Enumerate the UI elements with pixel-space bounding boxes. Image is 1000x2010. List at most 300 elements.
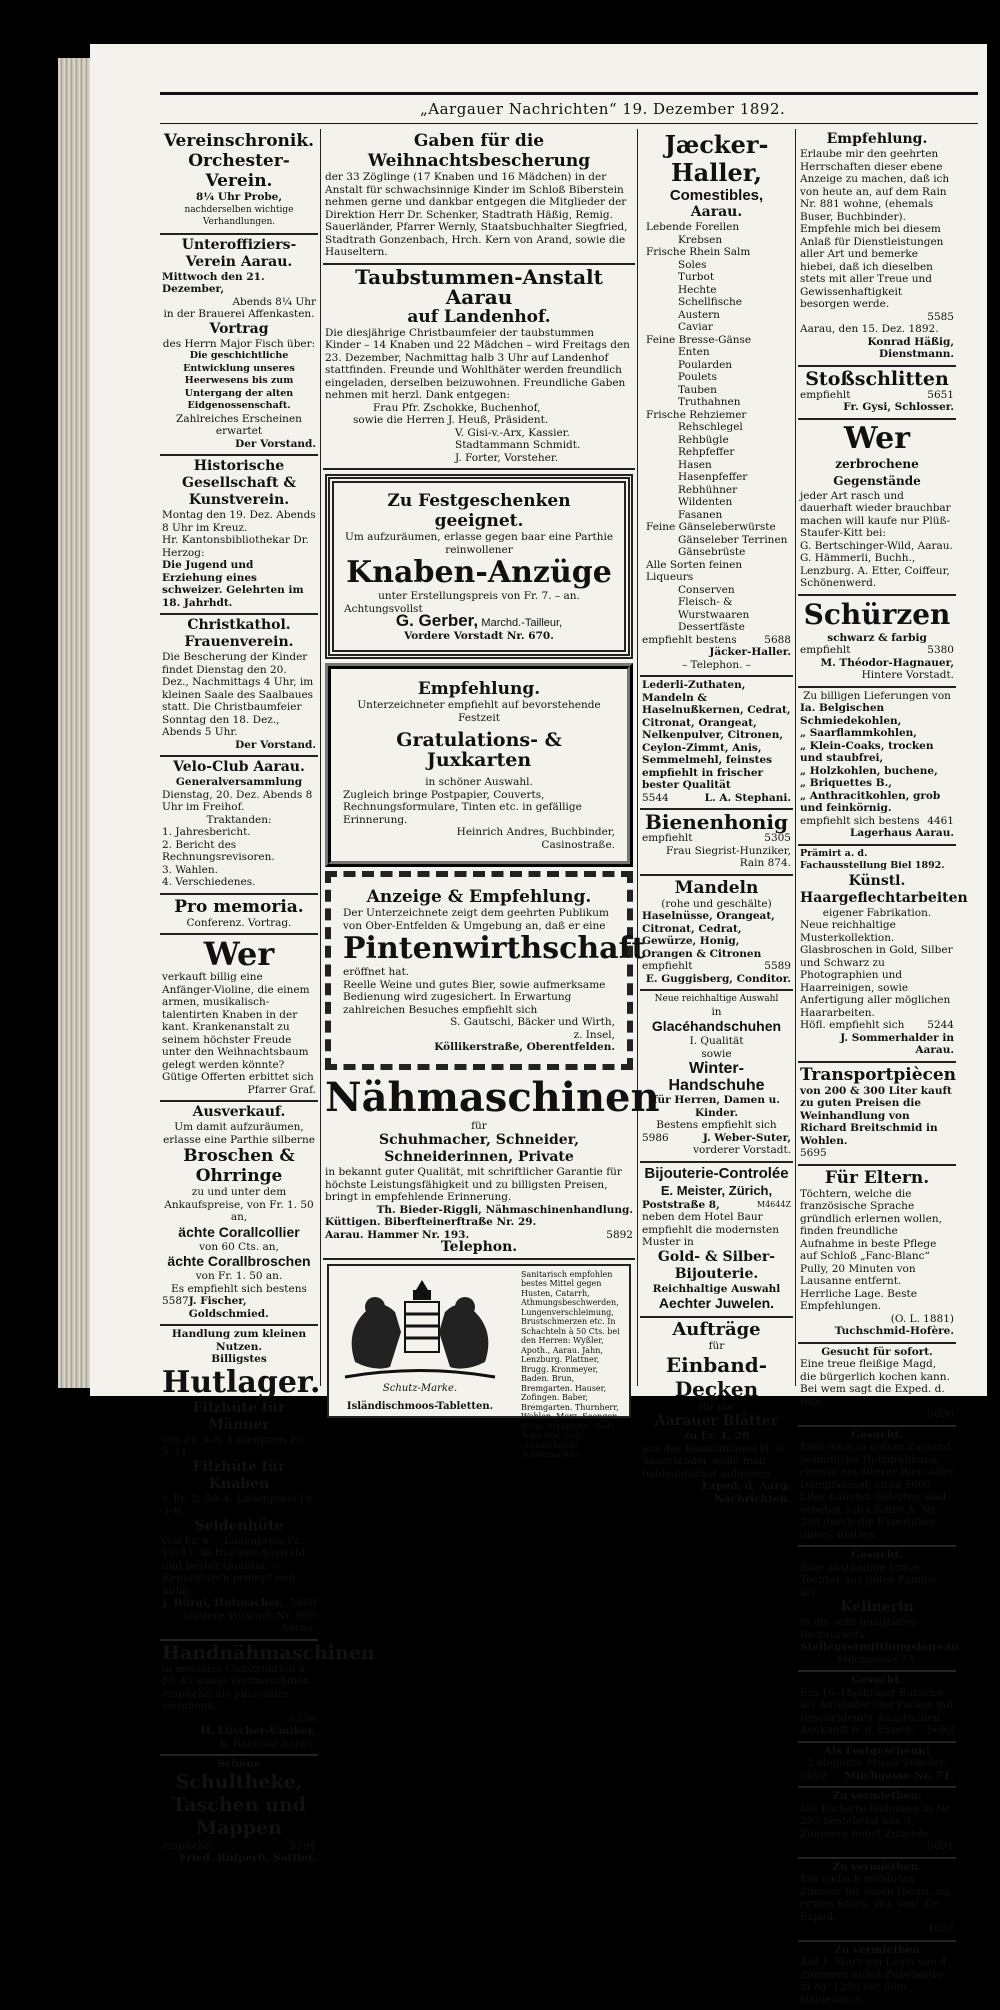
ad-number: 5986 <box>642 1132 669 1145</box>
ad-stephani <box>640 677 793 810</box>
product-item: Feine Gänseleberwürste <box>642 521 791 534</box>
ad-text: Hr. Kantonsbibliothekar Dr. Herzog: <box>162 534 316 559</box>
ad-title: Wer <box>800 422 954 456</box>
ad-text: Prämirt a. d. Fachausstellung Biel 1892. <box>800 848 954 873</box>
ad-signature: Tuchschmid-Hofère. <box>800 1325 954 1338</box>
ad-andres <box>325 663 633 867</box>
ad-title: Schultheke, Taschen und Mappen <box>162 1771 316 1840</box>
header-rule-lower <box>160 123 978 124</box>
ad-text: Eine noch in gutem Zustand befindliche Holzdrehbank; ebenso ein älterer Bier- oder Dampfkessel, circa 5000 Liter haltend. Offerten sind erbeten sub Chiffre A. Nr. 200 durch die Expedition dieses Blattes. <box>800 1441 954 1541</box>
ad-title: Taubstummen-Anstalt Aarau <box>325 267 633 307</box>
ad-address: Vordere Vorstadt Nr. 670. <box>344 630 614 643</box>
product-item: Truthahnen <box>642 396 791 409</box>
ad-title: Velo-Club Aarau. <box>162 759 316 776</box>
product-item: Schellfische <box>642 296 791 309</box>
list-item: 4. Verschiedenes. <box>162 876 316 889</box>
ad-gesucht-kellnerin <box>798 1547 956 1672</box>
ad-text: Es empfiehlt sich bestens <box>162 1283 316 1296</box>
ad-text: nachderselben wichtige Verhandlungen. <box>162 204 316 229</box>
ad-gautschi <box>325 871 633 1070</box>
ad-islaendisch <box>327 1264 631 1418</box>
ad-velo <box>160 757 318 895</box>
ad-signature: Frau Pfr. Zschokke, Buchenhof, <box>325 402 633 415</box>
column-divider <box>795 129 796 1386</box>
ad-text: v. Fr. 2. 50–4. Ladenpreis Fr. 3–6. <box>162 1493 316 1518</box>
ad-haessig <box>798 129 956 367</box>
list-item: „ Holzkohlen, buchene, <box>800 765 954 778</box>
product-list <box>642 221 791 634</box>
ad-text: Die geschichtliche Entwicklung unseres Heerwesens bis zum Untergang der alten Eidgenossenschaft. <box>162 350 316 413</box>
ad-title: Als Festgeschenk! <box>800 1745 954 1758</box>
product-item: Rehbügle <box>642 434 791 447</box>
ad-subtitle: Vortrag <box>162 321 316 338</box>
ad-title: Empfehlung. <box>343 679 615 699</box>
ad-signature: G. Gerber, <box>396 611 478 630</box>
ad-taubstummen <box>323 265 635 471</box>
ad-text: zu und unter dem Ankaufspreise, von Fr. 1. 50 an, <box>162 1186 316 1224</box>
ad-wer <box>160 935 318 1102</box>
product-item: Hechte <box>642 284 791 297</box>
ad-text: Reichhaltige Auswahl <box>642 1283 791 1296</box>
ad-vereinschronik <box>160 129 318 235</box>
ad-headline: Knaben-Anzüge <box>344 556 614 590</box>
ad-weber <box>640 991 793 1163</box>
ad-number: 5688 <box>764 634 791 647</box>
ad-subtitle: Broschen & Ohrringe <box>162 1146 316 1186</box>
ad-title: Handnähmaschinen <box>162 1643 316 1663</box>
product-item: Hasen <box>642 459 791 472</box>
ad-text: Die diesjährige Christbaumfeier der taubstummen Kinder – 14 Knaben und 22 Mädchen – wird Freitags den 23. Dezember, Nachmittag halb 3 Uhr auf Landenhof stattfinden. Freunde und Wohlthäter werden freundlich eingeladen, derselben beizuwohnen. Freundliche Gaben nehmen mit herzl. Dank entgegen: <box>325 327 633 402</box>
ad-number: 5892 <box>606 1229 633 1242</box>
ad-text: zu Fr. 1. 20 <box>642 1430 791 1443</box>
ad-number: 5696 <box>800 1408 954 1421</box>
ad-text: für <box>325 1120 633 1133</box>
ad-text: für Herren, Damen u. Kinder. <box>642 1094 791 1119</box>
ad-footer <box>642 792 791 805</box>
ad-title: Historische Gesellschaft & Kunstverein. <box>162 458 316 509</box>
product-item: Rebhühner <box>642 484 791 497</box>
ad-text: Reelle Weine und gutes Bier, sowie aufmerksame Bedienung wird zugesichert. In Erwartung zahlreichen Besuches empfiehlt sich <box>343 979 615 1017</box>
ad-naehmaschinen-hand <box>160 1641 318 1757</box>
ad-address: vorderer Vorstadt. <box>642 1144 791 1157</box>
ad-signature: Fried. Rüfperli, Sattler. <box>162 1852 316 1865</box>
list-item: Ia. Belgischen Schmiedekohlen, <box>800 702 954 727</box>
ad-footer <box>800 1724 954 1737</box>
ad-text: Handlung zum kleinen Nutzen. <box>162 1328 316 1353</box>
ad-text: schwarz & farbig <box>800 632 954 645</box>
ad-text: Bestens empfiehlt sich <box>642 1119 791 1132</box>
ad-subtitle: Comestibles, <box>642 187 791 204</box>
ad-text: in ein sehr gangbares Restaurants. <box>800 1616 954 1641</box>
column-2 <box>323 129 635 1386</box>
ad-text: Achtungsvollst <box>344 603 614 616</box>
ad-headline: Pintenwirthschaft <box>343 932 615 966</box>
product-item: Fleisch- & Wurstwaaren <box>642 596 791 621</box>
ad-vermieten-3 <box>798 1942 956 2010</box>
ad-footer <box>642 1132 791 1145</box>
ad-title: Wer <box>162 937 316 971</box>
ad-footer <box>800 815 954 828</box>
ad-title: Pro memoria. <box>162 897 316 917</box>
list-item: „ Briquettes B., <box>800 777 954 790</box>
ad-signature: Der Vorstand. <box>162 438 316 451</box>
ad-signature: Stellenvermittlungsbureau <box>800 1641 954 1654</box>
ad-text: Erlaube mir den geehrten Herrschaften dieser ebene Anzeige zu machen, daß ich von heute an, auf dem Rain Nr. 881 wohne, (ehemals Buser, Buchbinder). Empfehle mich bei diesem Anlaß für Dienstleistungen aller Art und bemerke hiebei, daß ich dieselben stets mit aller Treue und Gewissenhaftigkeit besorgen werde. <box>800 148 954 311</box>
ad-gerber <box>325 474 633 659</box>
lion-coat-of-arms-icon <box>335 1272 505 1392</box>
ad-honig <box>640 810 793 876</box>
ad-transport <box>798 1063 956 1166</box>
ad-headline: Aechter Juwelen. <box>642 1295 791 1312</box>
ad-subtitle: zerbrochene Gegenstände <box>800 456 954 490</box>
ad-title: Zu Festgeschenken geeignet. <box>344 491 614 531</box>
ad-signature: Pfarrer Graf. <box>162 1084 316 1097</box>
ad-text: Töchtern, welche die französische Sprache gründlich erlernen wollen, finden freundliche Aufnahme in beste Pflege auf Schloß „Fanc-Blanc“ Pully, 20 Minuten von Lausanne entfernt. Herrliche Lage. Beste Empfehlungen. <box>800 1188 954 1313</box>
ad-title: Mandeln <box>642 878 791 898</box>
ad-subtitle: auf Landenhof. <box>325 307 633 327</box>
ad-address: vordere Vorstadt Nr. 900 Aarau. <box>162 1610 316 1635</box>
ad-text: von Fr. 6. – Ladenpreis Fr. 10–11. In frischer Auswahl und bester Qualität. – Reparaturen prompt und billig. <box>162 1535 316 1598</box>
ad-text: empfiehlt <box>162 1840 212 1853</box>
ad-address: Poststraße 8, <box>642 1199 720 1212</box>
ad-text: unter Erstellungspreis von Fr. 7. – an. <box>344 590 614 603</box>
product-item: Enten <box>642 346 791 359</box>
ad-address: Küttigen. Biberfteinerftraße Nr. 29. <box>325 1216 633 1229</box>
ad-number: 5594 <box>289 1840 316 1853</box>
ad-text: Auskunft b. d. Exped. <box>800 1724 914 1737</box>
ad-signature: L. A. Stephani. <box>705 792 791 805</box>
ad-historisch <box>160 456 318 615</box>
ad-text: Conferenz. Vortrag. <box>162 917 316 930</box>
ad-signature: Der Vorstand. <box>162 739 316 752</box>
ad-text: Neue reichhaltige Auswahl <box>642 993 791 1006</box>
ad-ausverkauf <box>160 1102 318 1326</box>
ad-text: in neuester Construktion à Fr. 45 sowie Tretmaschinen empfiehlt als passendes Geschenk. <box>162 1663 316 1713</box>
ad-title: Stoßschlitten <box>800 369 954 389</box>
product-item: Gänseleber Terrinen <box>642 534 791 547</box>
ad-schultheke <box>160 1756 318 1869</box>
ad-text: Gütige Offerten erbittet sich <box>162 1071 316 1084</box>
ad-text: neben dem Hotel Baur empfiehlt die modernsten Muster in <box>642 1211 791 1249</box>
list-item: „ Saarflammkohlen, <box>800 727 954 740</box>
ad-text: Höfl. empfiehlt sich <box>800 1019 904 1032</box>
ad-memoria <box>160 895 318 936</box>
ad-subtitle: Filzhüte für Knaben <box>162 1459 316 1493</box>
ad-text: sowie <box>642 1048 791 1061</box>
ad-signature: Stadtammann Schmidt. <box>325 439 633 452</box>
ad-number: 5589 <box>764 960 791 973</box>
ad-title: Unteroffiziers-Verein Aarau. <box>162 237 316 271</box>
ad-signature: Fr. Gysi, Schlosser. <box>800 401 954 414</box>
product-item: Caviar <box>642 321 791 334</box>
list-item: 2. Bericht des Rechnungsrevisoren. <box>162 839 316 864</box>
ad-title: Empfehlung. <box>800 131 954 148</box>
ad-signature: Lagerhaus Aarau. <box>800 827 954 840</box>
ad-text: empfiehlt <box>642 832 692 845</box>
ad-title: Zu vermiethen <box>800 1944 954 1957</box>
ad-footer <box>162 1713 316 1726</box>
ad-headline: Gold- & Silber-Bijouterie. <box>642 1249 791 1283</box>
ad-text: Auf 1. März ein Logis von 4 Zimmern nebst Zubehörde in Nr. 1299 vor dem Haldenthor. <box>800 1956 954 2006</box>
ad-text: von 60 Cts. an, <box>162 1241 316 1254</box>
ad-footer <box>642 960 791 973</box>
ad-headline: Kellnerin <box>800 1599 954 1616</box>
ad-text: Zahlreiches Erscheinen erwartet <box>162 413 316 438</box>
ad-signature: H. Lüscher-Umiker, <box>162 1725 316 1738</box>
ad-text: in der Brauerei Affenkasten. <box>162 308 316 321</box>
ad-footer <box>162 1295 316 1320</box>
product-item: Gänsebrüste <box>642 546 791 559</box>
ad-text: eröffnet hat. <box>343 966 615 979</box>
ad-address: Hintere Vorstadt. <box>800 669 954 682</box>
ad-footer <box>162 1597 316 1610</box>
ad-footer <box>800 644 954 657</box>
ad-signature: z. Insel, <box>343 1029 615 1042</box>
ad-text: Montag den 19. Dez. Abends 8 Uhr im Kreuz. <box>162 509 316 534</box>
product-item: Rehschlegel <box>642 421 791 434</box>
ad-signature: J. Forter, Vorsteher. <box>325 452 633 465</box>
ad-vermieten-1 <box>798 1788 956 1859</box>
ad-title: Gaben für die Weihnachtsbescherung <box>325 131 633 171</box>
ad-title: Zu vermiethen. <box>800 1861 954 1874</box>
ad-text: von 200 & 300 Liter kauft zu guten Preisen die Weinhandlung von Richard Breitschmid in Wohlen. <box>800 1085 954 1148</box>
ad-number: 5244 <box>927 1019 954 1032</box>
ad-text: Eine anständige brave Tochter aus guter Familie als <box>800 1562 954 1600</box>
column-divider <box>320 129 321 1386</box>
ad-text: eigener Fabrikation. <box>800 907 954 920</box>
ad-title: Ausverkauf. <box>162 1104 316 1121</box>
ad-einband <box>640 1318 793 1509</box>
ad-title: Orchester-Verein. <box>162 151 316 191</box>
list-item: „ Klein-Coaks, trocken und staubfrei, <box>800 740 954 765</box>
column-divider <box>637 129 638 1386</box>
ad-title: Nähmaschinen <box>325 1076 633 1120</box>
column-3 <box>640 129 793 1386</box>
ad-festgeschenk <box>798 1743 956 1789</box>
ad-title: Zu vermiethen: <box>800 1790 954 1803</box>
ad-number: 5585 <box>927 311 954 324</box>
ad-signature: Frau Siegrist-Hunziker, <box>642 845 791 858</box>
ad-address: Casinostraße. <box>343 839 615 852</box>
product-item: Frische Rhein Salm <box>642 246 791 259</box>
ad-text: empfiehlt <box>800 644 850 657</box>
ad-signature: Exped. d. Aarg. Nachrichten. <box>642 1480 791 1505</box>
product-item: Dessertfäste <box>642 621 791 634</box>
ad-headline: Glacéhandschuhen <box>642 1018 791 1035</box>
ad-mandeln <box>640 876 793 992</box>
ad-unteroffiziere <box>160 235 318 457</box>
ad-footer <box>162 1840 316 1853</box>
ad-title: Gesucht. <box>800 1674 954 1687</box>
ad-subtitle: E. Meister, Zürich, <box>642 1182 791 1199</box>
ad-text: Um damit aufzuräumen, erlasse eine Parthie silberne <box>162 1121 316 1146</box>
ad-subtitle: ächte Corallbroschen <box>162 1253 316 1270</box>
ad-subtitle: Filzhüte für Männer <box>162 1400 316 1434</box>
ad-text: Zu billigen Lieferungen von <box>800 690 954 703</box>
ad-text: 2 elegante Musik-Ständer. <box>800 1757 954 1770</box>
ad-number: 5651 <box>927 389 954 402</box>
ad-title: Gesucht. <box>800 1549 954 1562</box>
ad-meister <box>640 1163 793 1319</box>
ad-text: Mittwoch den 21. Dezember, <box>162 271 316 296</box>
ad-sommerhalder <box>798 846 956 1063</box>
ad-vermieten-2 <box>798 1859 956 1942</box>
ad-headline: Gratulations- & Juxkarten <box>343 724 615 776</box>
ad-number: 5692 <box>800 1770 827 1783</box>
header-rule <box>160 92 978 95</box>
ad-text: Schöne <box>162 1758 316 1771</box>
ad-text: Um aufzuräumen, erlasse gegen baar eine Parthie <box>344 531 614 544</box>
list-item: 3. Wahlen. <box>162 864 316 877</box>
ad-signature: M. Théodor-Hagnauer, <box>800 657 954 670</box>
ad-text: empfiehlt sich bestens <box>800 815 919 828</box>
ad-text: G. Bertschinger-Wild, Aarau. G. Hämmerli, Buchh., Lenzburg. A. Etter, Coiffeur, Schönenwerd. <box>800 540 954 590</box>
ad-signature: V. Gisi-v.-Arx, Kassier. <box>325 427 633 440</box>
ad-text: Schutz-Marke. <box>335 1383 505 1394</box>
ad-gesucht-bursche <box>798 1672 956 1743</box>
ad-number: 4461 <box>927 815 954 828</box>
ad-text: Lederli-Zuthaten, Mandeln & Haselnußkernen, Cedrat, Citronat, Orangeat, Nelkenpulver, Citronen, Ceylon-Zimmt, Anis, Semmelmehl, feinstes empfiehlt in frischer bester Qualität <box>642 679 791 792</box>
ad-text: in <box>642 1006 791 1019</box>
ad-text: Dienstag, 20. Dez. Abends 8 Uhr im Freihof. <box>162 789 316 814</box>
ad-address: Rain 874. <box>642 857 791 870</box>
ad-wer-kitt <box>798 420 956 596</box>
ad-text: I. Qualität <box>642 1035 791 1048</box>
ad-signature: Jäcker-Haller. <box>642 646 791 659</box>
ad-gesucht-magd <box>798 1344 956 1427</box>
product-item: Alle Sorten feinen Liqueurs <box>642 559 791 584</box>
product-item: Poulets <box>642 371 791 384</box>
product-item: Conserven <box>642 584 791 597</box>
ad-text: Die Parterre-Wohnung in Nr. 295 bestehend aus 3 Zimmern nebst Zubehör. <box>800 1803 954 1841</box>
ad-text: empfiehlt bestens <box>642 634 737 647</box>
ad-text: Telephon. <box>325 1241 633 1254</box>
ad-subtitle: Aarauer Blätter <box>642 1413 791 1430</box>
ad-text: Marchd.-Tailleur, <box>481 617 562 629</box>
ad-text: Traktanden: <box>162 814 316 827</box>
ad-text: Ein 16–18jähriger Bursche als Ausläufer und Packer mit bescheidenen Ansprüchen. <box>800 1687 954 1725</box>
ad-text: Neue reichhaltige Musterkollektion. Glasbroschen in Gold, Silber und Schwarz zu Photographien und Haarreinigen, sowie Anfertigung aller möglichen Haararbeiten. <box>800 919 954 1019</box>
ad-title: Jæcker-Haller, <box>642 131 791 187</box>
ad-text: verkauft billig eine Anfänger-Violine, die einem armen, musikalisch-talentirten Knaben in der kant. Krankenanstalt zu seinem höchster Freude unter den Weihnachtsbaum gelegt werden könnte? <box>162 971 316 1071</box>
ad-text: Billigstes <box>162 1353 316 1366</box>
ad-number: 5305 <box>764 832 791 845</box>
newspaper-page <box>90 44 987 1396</box>
ad-text: Ein einfach möblirtes Zimmer für einen Herrn, im ersten Stock. Wo, sagt die Exped. <box>800 1873 954 1923</box>
list-item: „ Anthracitkohlen, grob und feinkörnig. <box>800 790 954 815</box>
ad-text: reinwollener <box>344 544 614 557</box>
ad-text: aus der Buchbinderei H. R. Sauerländer wolle man baldmöglichst aufgeben. <box>642 1443 791 1481</box>
column-4 <box>798 129 956 1386</box>
product-item: Turbot <box>642 271 791 284</box>
product-item: Wildenten <box>642 496 791 509</box>
list-item: 1. Jahresbericht. <box>162 826 316 839</box>
ad-number: 5544 <box>642 792 669 805</box>
ad-subtitle: Seidenhüte <box>162 1518 316 1535</box>
ad-signature: sowie die Herren J. Heuß, Präsident. <box>325 414 633 427</box>
ad-title: Transportpiècen <box>800 1065 954 1085</box>
ad-naehmaschinen <box>323 1074 635 1260</box>
ad-footer <box>800 311 954 324</box>
ad-text: für die <box>642 1401 791 1414</box>
product-item: Rehpfeffer <box>642 446 791 459</box>
product-item: Soles <box>642 259 791 272</box>
ad-signature: J. Bürgi, Hutmacher, <box>162 1597 284 1610</box>
ad-number: 5691 <box>800 1840 954 1853</box>
ad-text: Aarau, den 15. Dez. 1892. <box>800 323 954 336</box>
ad-hutlager <box>160 1326 318 1641</box>
ad-signature: Heinrich Andres, Buchbinder, <box>343 826 615 839</box>
ad-title: Anzeige & Empfehlung. <box>343 887 615 907</box>
ad-text: (rohe und geschälte) <box>642 898 791 911</box>
ad-gesucht-drehbank <box>798 1427 956 1548</box>
ad-title: Bijouterie-Controlée <box>642 1165 791 1182</box>
column-1 <box>160 129 318 1386</box>
ad-eltern <box>798 1166 956 1344</box>
ad-text: Sanitarisch empfohlen bestes Mittel gegen Husten, Catarrh, Athmungsbeschwerden, Lungenverschleimung, Brustschmerzen etc. In Schachteln à 50 Cts. bei den Herren: Wyßler, Apoth., Aarau. Jahn, Lenzburg. Plattner, Brugg. Kronmeyer, Baden. Brun, Bremgarten. Hauser, Zofingen. Baber, Bremgarten. Thurnherr, Wohlen. Merz, Seengen. Helm, Mellingen. (Jede Schachtel trägt obenstehende Schutzmarke.) <box>521 1270 626 1460</box>
ad-text: in schöner Auswahl. <box>343 776 615 789</box>
ad-lagerhaus <box>798 688 956 846</box>
ad-stoss <box>798 367 956 420</box>
ad-text: Die Bescherung der Kinder findet Dienstag den 20. Dez., Nachmittags 4 Uhr, im kleinen Saale des Saalbaues statt. Die Christbaumfeier Sonntag den 18. Dez., Abends 5 Uhr. <box>162 651 316 739</box>
ad-signature: E. Guggisberg, Conditor. <box>642 973 791 986</box>
ad-subtitle: Aarau. <box>642 204 791 221</box>
product-item: Hasenpfeffer <box>642 471 791 484</box>
ad-text: – Telephon. – <box>642 659 791 672</box>
ad-text: Der Unterzeichnete zeigt dem geehrten Publikum von Ober-Entfelden & Umgebung an, daß er eine <box>343 907 615 932</box>
ad-signature: Milchgasse Nr. 71. <box>844 1770 954 1783</box>
product-item: Feine Bresse-Gänse <box>642 334 791 347</box>
ad-signature: S. Gautschi, Bäcker und Wirth, <box>343 1016 615 1029</box>
ad-text: empfiehlt <box>642 960 692 973</box>
ad-subtitle: ächte Corallcollier <box>162 1224 316 1241</box>
ad-number: 5460 <box>289 1597 316 1610</box>
ad-title: Isländischmoos-Tabletten. <box>335 1401 505 1412</box>
ad-headline: Einband-Decken <box>642 1353 791 1401</box>
ad-title: Christkathol. Frauenverein. <box>162 617 316 651</box>
ad-number: 4057 <box>800 1923 954 1936</box>
product-item: Frische Rehziemer <box>642 409 791 422</box>
ad-code: M4644Z <box>757 1199 791 1212</box>
ad-footer <box>642 634 791 647</box>
section-title: Vereinschronik. <box>162 131 316 151</box>
ad-address: Aarau. Hammer Nr. 193. <box>325 1229 469 1242</box>
ad-title: Künstl. Haargeflechtarbeiten <box>800 873 954 907</box>
ad-title: Aufträge <box>642 1320 791 1340</box>
ad-text: empfiehlt <box>800 389 850 402</box>
ad-signature: J. Sommerhalder in Aarau. <box>800 1032 954 1057</box>
ad-address: Milchgasse 73. <box>800 1654 954 1667</box>
ad-signature: Konrad Häßig, Dienstmann. <box>800 336 954 361</box>
ad-headline: Winter-Handschuhe <box>642 1060 791 1094</box>
product-item: Lebende Forellen <box>642 221 791 234</box>
ad-number: 5587 <box>162 1295 189 1320</box>
ad-text: Abends 8¼ Uhr <box>162 296 316 309</box>
ad-address: Köllikerstraße, Oberentfelden. <box>343 1041 615 1054</box>
ad-text: Die Jugend und Erziehung eines schweizer. Gelehrten im 18. Jahrhdt. <box>162 559 316 609</box>
ad-code: (O. L. 1881) <box>800 1313 954 1326</box>
ad-address-row <box>642 1199 791 1212</box>
product-item: Fasanen <box>642 509 791 522</box>
ad-title: Für Eltern. <box>800 1168 954 1188</box>
ad-jaecker <box>640 129 793 677</box>
product-item: Poularden <box>642 359 791 372</box>
ad-text: von Fr. 1. 50 an. <box>162 1270 316 1283</box>
ad-text: Eine treue fleißige Magd, die bürgerlich kochen kann. Bei wem sagt die Exped. d. Blts. <box>800 1358 954 1408</box>
masthead: „Aargauer Nachrichten“ 19. Dezember 1892. <box>420 100 820 118</box>
ad-text: der 33 Zöglinge (17 Knaben und 16 Mädchen) in der Anstalt für schwachsinnige Kinder im Schloß Biberstein nehmen gerne und dankbar entgegen die Mitglieder der Direktion Herr Dr. Schenker, Stadtrath Häßig, Remig. Sauerländer, Pfarrer Wernly, Staatsbuchhalter Siegfried, Stadtrath Gonzenbach, Hrch. Kern von Arand, sowie die Hauseltern. <box>325 171 633 259</box>
ad-subtitle: Schuhmacher, Schneider, Schneiderinnen, Private <box>325 1132 633 1166</box>
